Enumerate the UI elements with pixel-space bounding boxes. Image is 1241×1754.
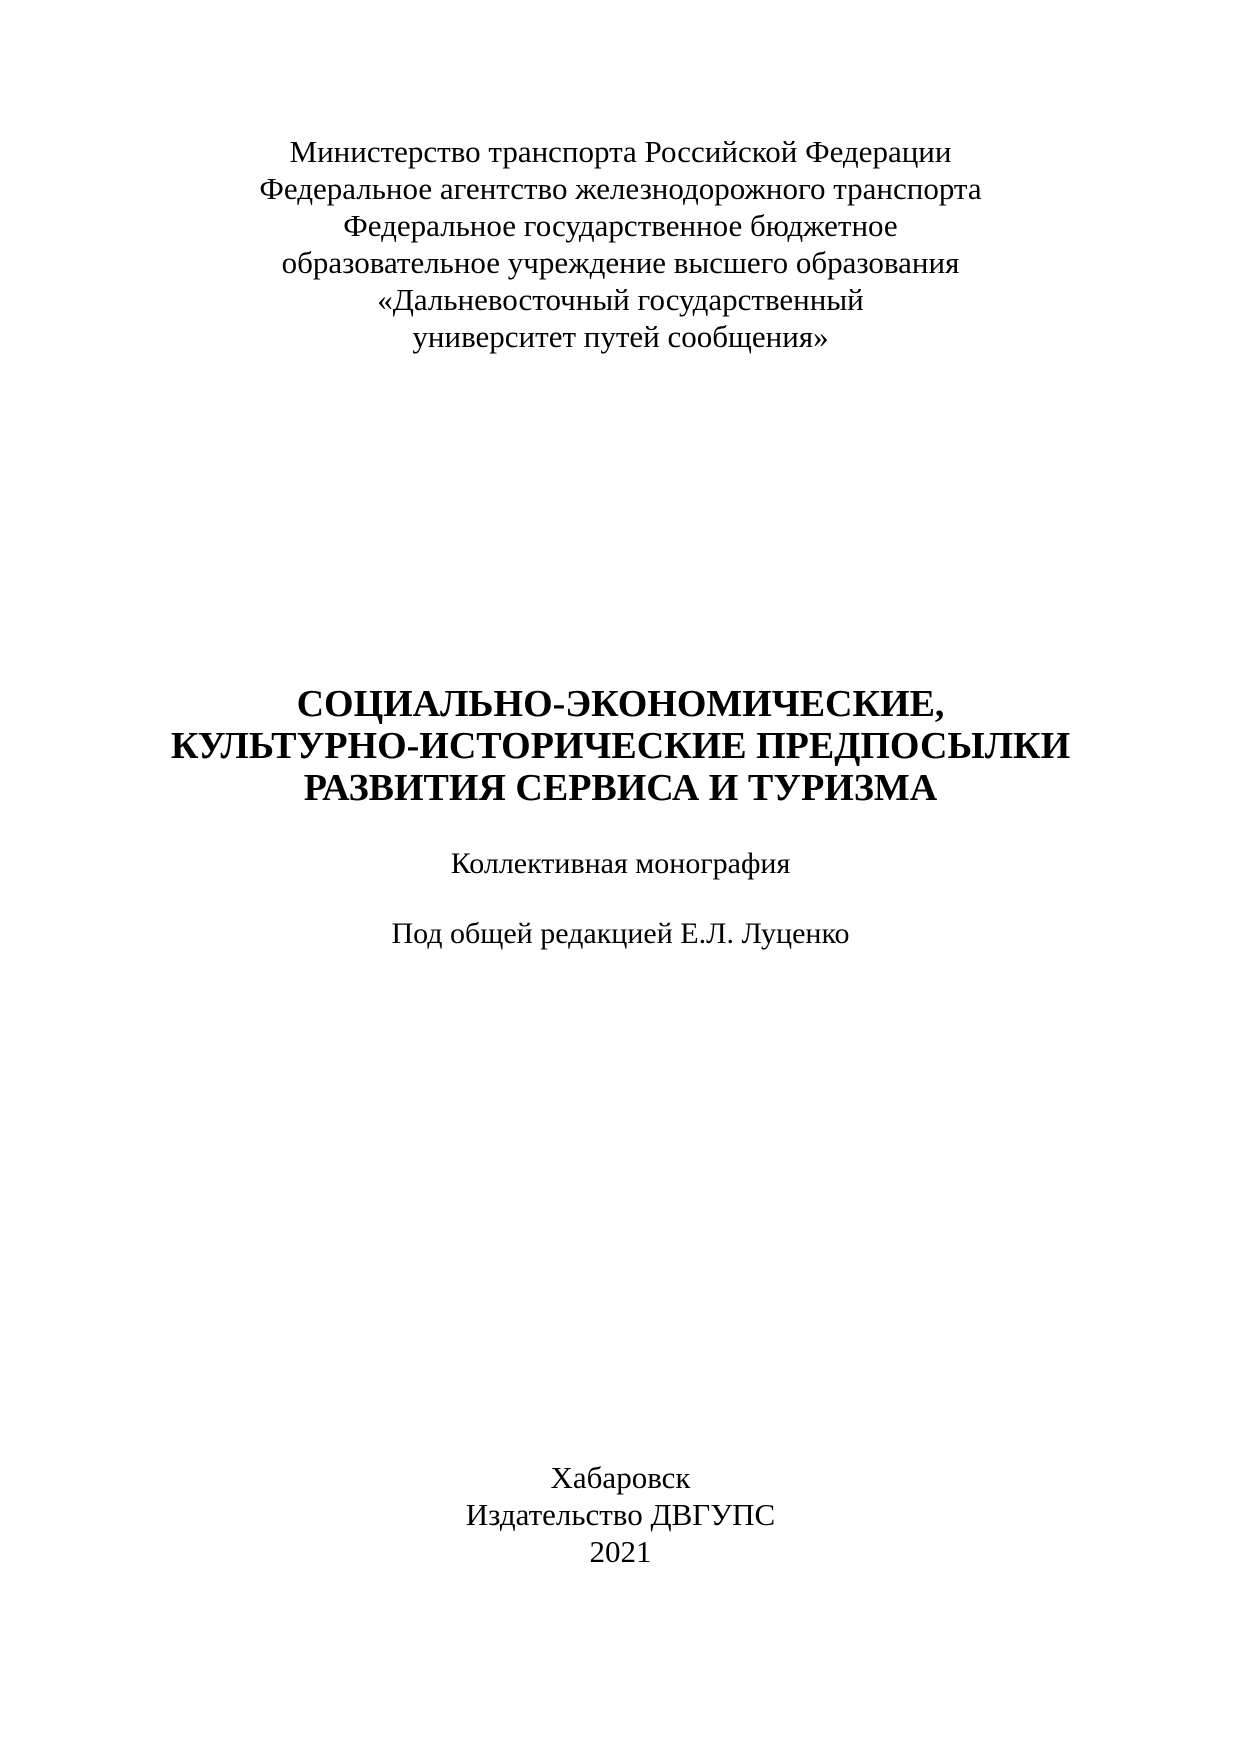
ministry-line: Министерство транспорта Российской Федерации — [289, 134, 952, 169]
publication-type: Коллективная монография — [450, 847, 791, 880]
university-name-line-1: «Дальневосточный государственный — [377, 282, 864, 317]
institution-header — [0, 133, 1241, 355]
imprint — [0, 1459, 1241, 1570]
title-line-2: КУЛЬТУРНО-ИСТОРИЧЕСКИЕ ПРЕДПОСЫЛКИ — [170, 725, 1071, 767]
imprint-city: Хабаровск — [550, 1460, 691, 1495]
title-line-3: РАЗВИТИЯ СЕРВИСА И ТУРИЗМА — [303, 767, 938, 809]
editor-credit: Под общей редакцией Е.Л. Луценко — [391, 917, 850, 950]
institution-type-line-1: Федеральное государственное бюджетное — [343, 208, 898, 243]
university-name-line-2: университет путей сообщения» — [412, 319, 829, 354]
imprint-publisher: Издательство ДВГУПС — [465, 1497, 776, 1532]
title-line-1: СОЦИАЛЬНО-ЭКОНОМИЧЕСКИЕ, — [296, 683, 945, 725]
institution-type-line-2: образовательное учреждение высшего образования — [281, 245, 960, 280]
imprint-year: 2021 — [589, 1534, 652, 1569]
agency-line: Федеральное агентство железнодорожного транспорта — [259, 171, 982, 206]
book-title — [0, 683, 1241, 809]
